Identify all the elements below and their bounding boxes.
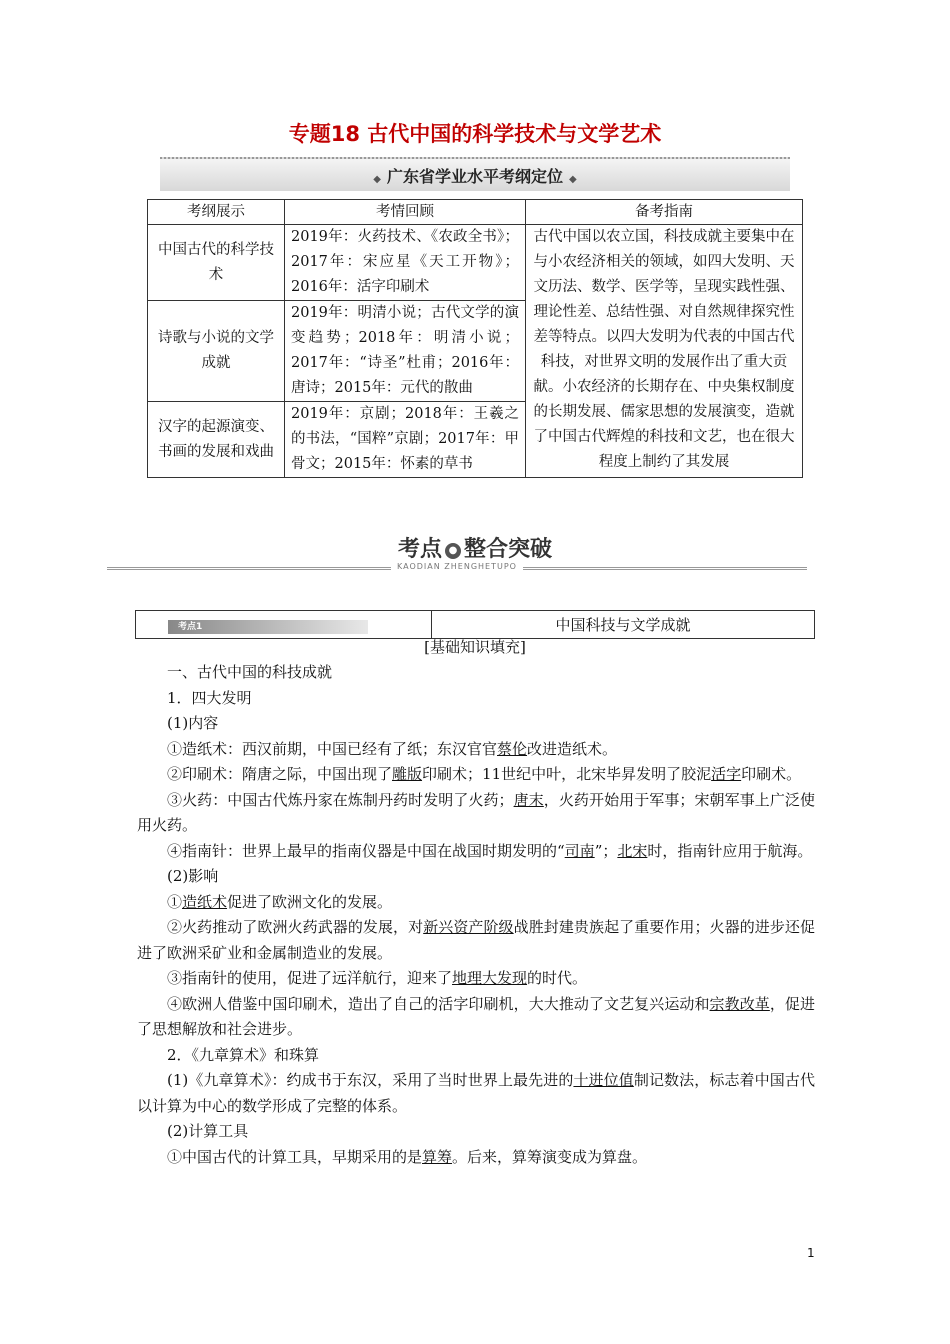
paragraph: ①造纸术：西汉前期，中国已经有了纸；东汉官官蔡伦改进造纸术。 xyxy=(167,739,618,758)
page-title: 专题18 古代中国的科学技术与文学艺术 xyxy=(288,122,662,146)
heading-1: 一、古代中国的科技成就 xyxy=(167,663,333,681)
topic-cell: 诗歌与小说的文学成就 xyxy=(148,301,285,402)
paragraph: ④欧洲人借鉴中国印刷术，造出了自己的活字印刷机，大大推动了文艺复兴运动和宗教改革，促进了思想解放和社会进步。 xyxy=(137,994,815,1038)
topic-title: 中国科技与文学成就 xyxy=(432,611,815,639)
content-body xyxy=(137,660,815,1170)
guide-cell: 古代中国以农立国，科技成就主要集中在与小农经济相关的领域，如四大发明、天文历法、数学、医学等，呈现实践性强、理论性差、总结性强、对自然规律探究性差等特点。以四大发明为代表的中国古代科技，对世界文明的发展作出了重大贡献。小农经济的长期存在、中央集权制度的长期发展、儒家思想的发展演变，造就了中国古代辉煌的科技和文艺，也在很大程度上制约了其发展 xyxy=(526,225,803,478)
review-cell: 2019年：京剧；2018年：王羲之的书法，“国粹”京剧；2017年：甲骨文；2015年：怀素的草书 xyxy=(285,402,526,478)
section-heading: 考点 ● 整合突破 xyxy=(397,537,553,562)
paragraph: ①造纸术促进了欧洲文化的发展。 xyxy=(167,892,393,911)
paragraph: ③指南针的使用，促进了远洋航行，迎来了地理大发现的时代。 xyxy=(167,969,588,987)
section-subline xyxy=(107,562,807,574)
topic-tag: 考点1 xyxy=(168,620,368,634)
topic-bar xyxy=(135,610,815,639)
heading-2: 1．四大发明 xyxy=(167,688,252,707)
paragraph: ②火药推动了欧洲火药武器的发展，对新兴资产阶级战胜封建贵族起了重要作用；火器的进步还促进了欧洲采矿业和金属制造业的发展。 xyxy=(137,918,815,962)
topic-cell: 汉字的起源演变、书画的发展和戏曲 xyxy=(148,402,285,478)
table-row xyxy=(148,225,803,301)
heading-6: (2)计算工具 xyxy=(167,1122,249,1140)
header-cell: 备考指南 xyxy=(526,200,803,225)
paragraph: ②印刷术：隋唐之际，中国出现了雕版印刷术；11世纪中叶，北宋毕昇发明了胶泥活字印刷术。 xyxy=(167,765,802,783)
table-header-row xyxy=(148,200,803,225)
sub-heading: [基础知识填充] xyxy=(424,638,526,656)
heading-4: (2)影响 xyxy=(167,867,219,885)
paragraph: (1)《九章算术》：约成书于东汉，采用了当时世界上最先进的十进位值制记数法，标志着中国古代以计算为中心的数学形成了完整的体系。 xyxy=(137,1071,815,1115)
exam-guide-table xyxy=(147,199,803,478)
review-cell: 2019年：火药技术、《农政全书》；2017年：宋应星《天工开物》；2016年：活字印刷术 xyxy=(285,225,526,301)
header-cell: 考纲展示 xyxy=(148,200,285,225)
paragraph: ①中国古代的计算工具，早期采用的是算筹。后来，算筹演变成为算盘。 xyxy=(167,1147,648,1166)
banner xyxy=(160,157,790,191)
banner-text: 广东省学业水平考纲定位 xyxy=(386,167,563,186)
section-subtitle: KAODIAN ZHENGHETUPO xyxy=(391,562,523,571)
paragraph: ④指南针：世界上最早的指南仪器是中国在战国时期发明的“司南”；北宋时，指南针应用于航海。 xyxy=(167,841,813,860)
arrow-circle-icon: ● xyxy=(445,543,461,559)
header-cell: 考情回顾 xyxy=(285,200,526,225)
heading-5: 2．《九章算术》和珠算 xyxy=(167,1045,320,1064)
diamond-icon: ◆ xyxy=(569,174,577,185)
topic-cell: 中国古代的科学技术 xyxy=(148,225,285,301)
heading-3: (1)内容 xyxy=(167,714,219,732)
diamond-icon: ◆ xyxy=(373,174,381,185)
paragraph: ③火药：中国古代炼丹家在炼制丹药时发明了火药；唐末，火药开始用于军事；宋朝军事上广泛使用火药。 xyxy=(137,790,815,834)
page-number: 1 xyxy=(807,1246,815,1260)
review-cell: 2019年：明清小说；古代文学的演变趋势；2018年：明清小说；2017年：“诗圣”杜甫；2016年：唐诗；2015年：元代的散曲 xyxy=(285,301,526,402)
